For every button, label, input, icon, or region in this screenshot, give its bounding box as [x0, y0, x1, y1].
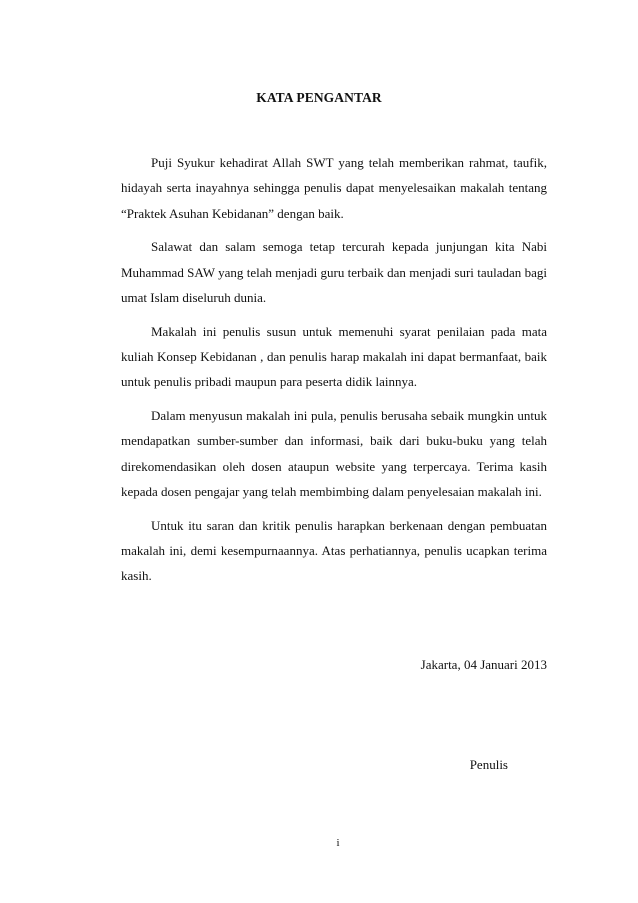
- page-title: KATA PENGANTAR: [256, 90, 382, 105]
- document-body: [121, 150, 547, 597]
- place-date: Jakarta, 04 Januari 2013: [420, 657, 547, 672]
- signer-name: Penulis: [469, 757, 508, 772]
- paragraph-3: Makalah ini penulis susun untuk memenuhi syarat penilaian pada mata kuliah Konsep Kebidanan , dan penulis harap makalah ini dapat bermanfaat, baik untuk penulis pribadi maupun para peserta didik lainnya.: [121, 323, 547, 390]
- paragraph-2: Salawat dan salam semoga tetap tercurah kepada junjungan kita Nabi Muhammad SAW yang telah menjadi guru terbaik dan menjadi suri tauladan bagi umat Islam diseluruh dunia.: [121, 239, 547, 305]
- page-number: i: [336, 837, 340, 849]
- paragraph-1: Puji Syukur kehadirat Allah SWT yang telah memberikan rahmat, taufik, hidayah serta inayahnya sehingga penulis dapat menyelesaikan makalah tentang “Praktek Asuhan Kebidanan” dengan baik.: [121, 155, 547, 221]
- paragraph-5: Untuk itu saran dan kritik penulis harapkan berkenaan dengan pembuatan makalah ini, demi kesempurnaannya. Atas perhatiannya, penulis ucapkan terima kasih.: [121, 517, 547, 584]
- paragraph-4: Dalam menyusun makalah ini pula, penulis berusaha sebaik mungkin untuk mendapatkan sumber-sumber dan informasi, baik dari buku-buku yang telah direkomendasikan oleh dosen ataupun website yang terpercaya. Terima kasih kepada dosen pengajar yang telah membimbing dalam penyelesaian makalah ini.: [121, 408, 547, 500]
